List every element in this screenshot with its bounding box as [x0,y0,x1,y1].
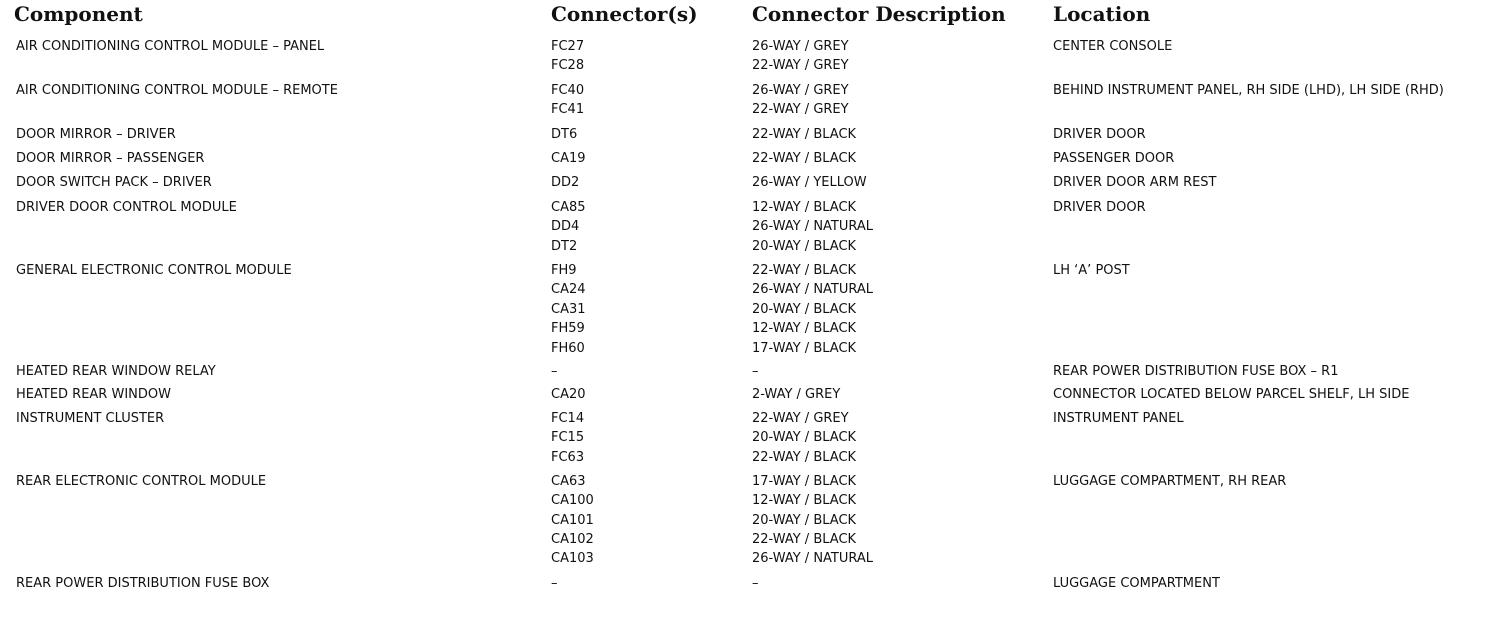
table-row [0,81,1504,120]
connector-id: FC27 [551,39,585,54]
component-name: REAR POWER DISTRIBUTION FUSE BOX [16,575,270,591]
location: LUGGAGE COMPARTMENT, RH REAR [1053,473,1287,489]
connector-id: FC28 [551,58,585,74]
connector-description: 22-WAY / BLACK [752,262,857,278]
connector-description: 22-WAY / BLACK [752,126,857,142]
component-name: DOOR MIRROR – PASSENGER [16,150,205,166]
connector-description: 12-WAY / BLACK [752,321,857,337]
connector-description-list [752,149,1053,168]
connector-list [551,125,752,144]
connector-description-list [752,198,1053,256]
component-name: DRIVER DOOR CONTROL MODULE [16,199,237,215]
component-name: GENERAL ELECTRONIC CONTROL MODULE [16,262,292,278]
table-row [0,37,1504,76]
connector-id: FC14 [551,410,585,426]
location: INSTRUMENT PANEL [1053,410,1184,426]
connector-description-list [752,362,1053,381]
connector-id: FH9 [551,262,577,278]
connector-description-list [752,472,1053,569]
connector-id: – [551,363,558,379]
connector-description: 20-WAY / BLACK [752,301,857,317]
table-row [0,574,1504,593]
connector-list [551,385,752,404]
connector-id: – [551,575,558,591]
table-row [0,173,1504,192]
header-component: Component [14,2,143,26]
connector-description: 22-WAY / BLACK [752,532,857,548]
location: CONNECTOR LOCATED BELOW PARCEL SHELF, LH SIDE [1053,387,1410,403]
location: BEHIND INSTRUMENT PANEL, RH SIDE (LHD), LH SIDE (RHD) [1053,82,1444,98]
connector-description: 20-WAY / BLACK [752,512,857,528]
connector-description-list [752,385,1053,404]
connector-list [551,173,752,192]
table-row [0,198,1504,256]
connector-description: 22-WAY / BLACK [752,150,857,166]
component-name: DOOR MIRROR – DRIVER [16,126,176,142]
connector-list [551,409,752,467]
connector-id: CA24 [551,282,586,298]
connector-description-list [752,574,1053,593]
header-connectors: Connector(s) [551,2,698,26]
component-name: AIR CONDITIONING CONTROL MODULE – PANEL [16,39,325,54]
connector-description: 26-WAY / GREY [752,82,849,98]
component-name: HEATED REAR WINDOW RELAY [16,363,216,379]
connector-id: DT6 [551,126,578,142]
connector-description-list [752,409,1053,467]
connector-list [551,362,752,381]
table-row [0,385,1504,404]
connector-id: DT2 [551,238,578,254]
connector-description-list [752,125,1053,144]
connector-id: CA63 [551,473,586,489]
location: DRIVER DOOR ARM REST [1053,175,1217,191]
table-row [0,362,1504,381]
location: REAR POWER DISTRIBUTION FUSE BOX – R1 [1053,363,1339,379]
connector-id: FC15 [551,430,585,446]
connector-description-list [752,37,1053,76]
connector-id: FH59 [551,321,585,337]
connector-description: 20-WAY / BLACK [752,430,857,446]
connector-description-list [752,173,1053,192]
table-row [0,149,1504,168]
connector-description: 26-WAY / GREY [752,39,849,54]
connector-description: – [752,363,759,379]
connector-description: 17-WAY / BLACK [752,473,857,489]
connector-description: 22-WAY / GREY [752,58,849,74]
connector-description: 20-WAY / BLACK [752,238,857,254]
component-name: AIR CONDITIONING CONTROL MODULE – REMOTE [16,82,338,98]
connector-id: FC41 [551,102,585,118]
connector-description: 2-WAY / GREY [752,387,841,403]
connector-id: CA101 [551,512,594,528]
connector-description-list [752,81,1053,120]
connector-description: 22-WAY / GREY [752,102,849,118]
connector-id: DD2 [551,175,580,191]
connector-description: 26-WAY / NATURAL [752,219,874,235]
connector-description: 26-WAY / NATURAL [752,282,874,298]
connector-id: CA20 [551,387,586,403]
connector-id: CA31 [551,301,586,317]
connector-id: FC40 [551,82,585,98]
connector-id: CA100 [551,493,594,509]
location: LH ‘A’ POST [1053,262,1130,278]
location: DRIVER DOOR [1053,199,1146,215]
location: LUGGAGE COMPARTMENT [1053,575,1220,591]
connector-description: 26-WAY / YELLOW [752,175,867,191]
connector-id: FH60 [551,340,585,356]
connector-description-list [752,261,1053,358]
table-body [0,34,1504,593]
table-row [0,409,1504,467]
connector-id: CA19 [551,150,586,166]
component-name: INSTRUMENT CLUSTER [16,410,165,426]
component-name: DOOR SWITCH PACK – DRIVER [16,175,212,191]
connector-description: 17-WAY / BLACK [752,340,857,356]
table-row [0,261,1504,358]
connector-list [551,472,752,569]
connector-description: 22-WAY / BLACK [752,449,857,465]
header-connector-description: Connector Description [752,2,1006,26]
location: CENTER CONSOLE [1053,39,1173,54]
component-name: REAR ELECTRONIC CONTROL MODULE [16,473,267,489]
connector-id: CA102 [551,532,594,548]
connector-description: 12-WAY / BLACK [752,493,857,509]
connector-description: – [752,575,759,591]
connector-id: DD4 [551,219,580,235]
connector-id: CA85 [551,199,586,215]
connector-list [551,261,752,358]
connector-description: 22-WAY / GREY [752,410,849,426]
component-name: HEATED REAR WINDOW [16,387,171,403]
table-row [0,472,1504,569]
connector-id: FC63 [551,449,585,465]
connector-list [551,198,752,256]
connector-list [551,37,752,76]
connector-description: 12-WAY / BLACK [752,199,857,215]
connector-list [551,81,752,120]
connector-list [551,574,752,593]
location: PASSENGER DOOR [1053,150,1175,166]
table-row [0,125,1504,144]
location: DRIVER DOOR [1053,126,1146,142]
header-location: Location [1053,2,1151,26]
connector-description: 26-WAY / NATURAL [752,551,874,567]
connector-list [551,149,752,168]
connector-id: CA103 [551,551,594,567]
